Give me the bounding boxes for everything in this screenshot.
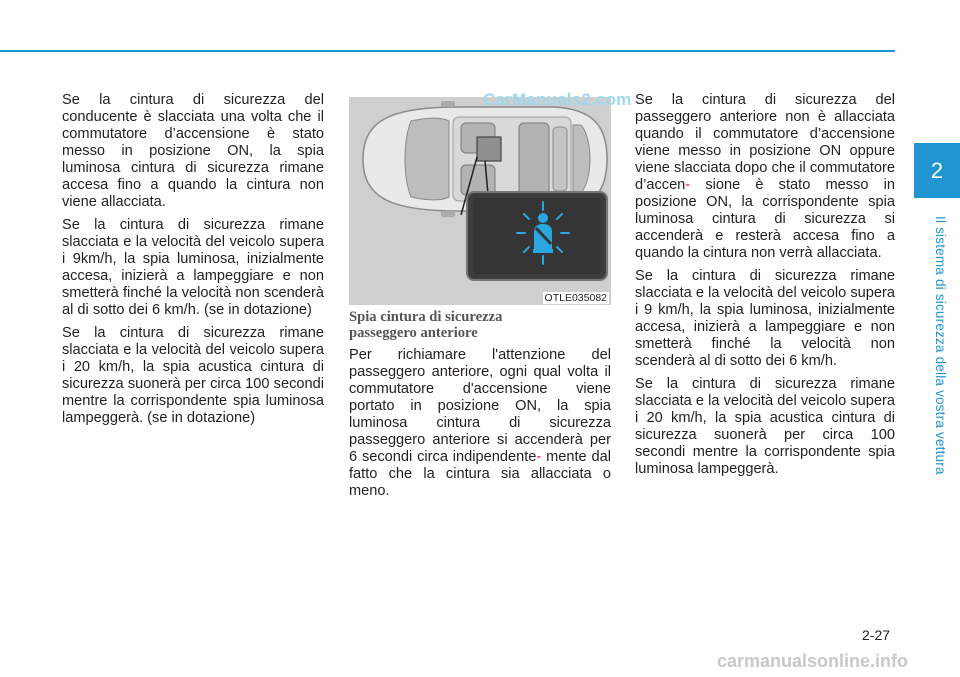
- watermark-top: CarManuals2.com: [483, 90, 632, 109]
- paragraph-text: mente dal fatto che la cintura sia allacciata o meno.: [349, 449, 611, 499]
- paragraph: Se la cintura di sicurezza rimane slacciata e la velocità del veicolo supera i 9 km/h, la spia luminosa, inizialmente accesa, inizierà a lampeggiare e non smetterà finché la velocità non scenderà al di sotto dei 6 km/h.: [635, 268, 895, 369]
- header-rule: [0, 50, 895, 52]
- text-column-3: [635, 92, 895, 484]
- paragraph-text: Se la cintura di sicurezza del passeggero anteriore non è allacciata quando il commutatore d’accensione viene messo in posizione ON oppure viene slacciata dopo che il commutatore d’accen: [635, 92, 895, 193]
- watermark-bottom: carmanualsonline.info: [717, 651, 909, 671]
- chapter-number-tab: [914, 143, 960, 198]
- paragraph: Se la cintura di sicurezza rimane slacciata e la velocità del veicolo supera i 20 km/h, la spia acustica cintura di sicurezza suonerà per circa 100 secondi mentre la corrispondente spia luminosa lampeggerà.: [635, 376, 895, 477]
- section-heading: [349, 309, 611, 341]
- paragraph: Se la cintura di sicurezza rimane slacciata e la velocità del veicolo supera i 20 km/h, la spia acustica cintura di sicurezza suonerà per circa 100 secondi mentre la corrispondente spia luminosa lampeggerà. (se in dotazione): [62, 325, 324, 426]
- paragraph-text: Per richiamare l'attenzione del passeggero anteriore, ogni qual volta il commutatore d'accensione viene portato in posizione ON, la spia luminosa cintura di sicurezza passeggero anteriore si accenderà per 6 secondi circa indipendente: [349, 347, 611, 465]
- chapter-title: Il sistema di sicurezza della vostra vettura: [933, 216, 948, 475]
- chapter-number: 2: [930, 157, 944, 183]
- seatbelt-warning-figure: [349, 97, 611, 305]
- paragraph: Se la cintura di sicurezza del conducente è slacciata una volta che il commutatore d’accensione è stato messo in posizione ON, la spia luminosa cintura di sicurezza rimane accesa fino a quando la cintura non viene allacciata.: [62, 92, 324, 210]
- page-number: 2-27: [862, 627, 891, 643]
- hyphen-mark: -: [536, 449, 542, 465]
- paragraph: Se la cintura di sicurezza rimane slacciata e la velocità del veicolo supera i 9km/h, la spia luminosa, inizialmente accesa, inizierà a lampeggiare e non smetterà finché la velocità non scenderà al di sotto dei 6 km/h. (se in dotazione): [62, 217, 324, 318]
- text-column-2: [349, 309, 611, 506]
- seatbelt-warning-icon: [513, 200, 573, 266]
- figure-code: OTLE035082: [544, 292, 607, 304]
- text-column-1: [62, 92, 324, 433]
- paragraph: [349, 347, 611, 500]
- section-heading-line-1: Spia cintura di sicurezza: [349, 309, 503, 325]
- section-heading-line-2: passeggero anteriore: [349, 325, 478, 341]
- paragraph: [635, 92, 895, 262]
- paragraph-text: sione è stato messo in posizione ON, la corrispondente spia luminosa cintura di sicurezza si accenderà e resterà accesa fino a quando la cintura non verrà allacciata.: [635, 177, 895, 261]
- hyphen-mark: -: [685, 177, 691, 193]
